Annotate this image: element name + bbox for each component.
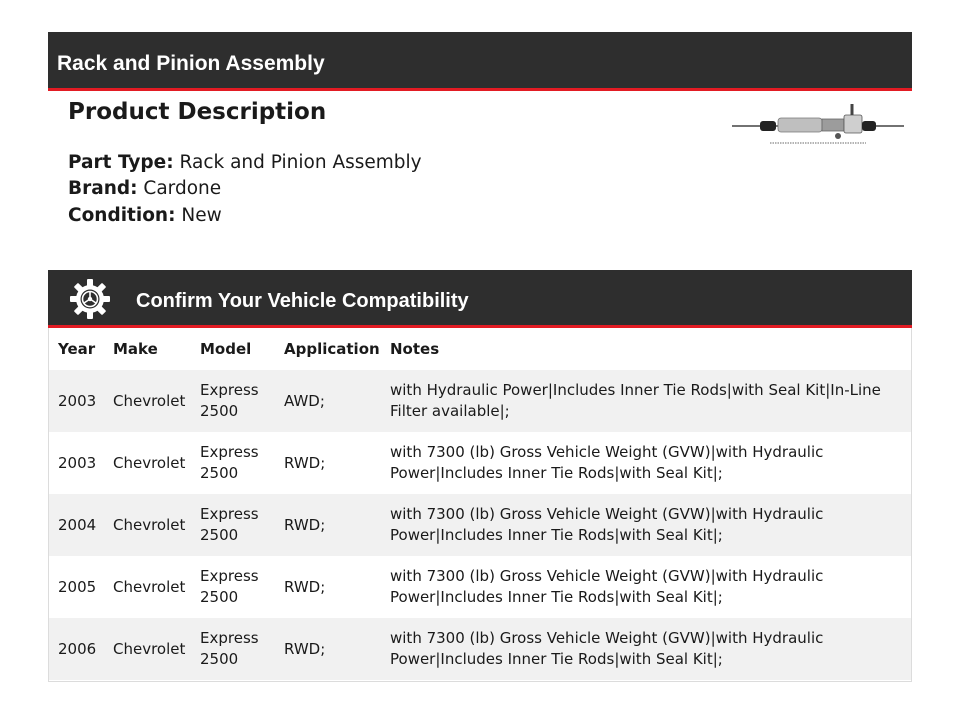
table-row: [49, 556, 911, 618]
column-header-make: Make: [113, 340, 158, 358]
spec-part-type: [68, 151, 422, 175]
column-header-application: Application: [284, 340, 380, 358]
cell-notes: with 7300 (lb) Gross Vehicle Weight (GVW)|with Hydraulic Power|Includes Inner Tie Rods|with Seal Kit|;: [390, 567, 824, 606]
compatibility-table-wrapper: [48, 328, 912, 682]
table-header-row: [49, 328, 911, 370]
spec-value: New: [181, 205, 222, 226]
rack-and-pinion-image: [730, 100, 906, 150]
compatibility-table: [49, 328, 911, 680]
cell-make: Chevrolet: [113, 577, 186, 596]
spec-brand: [68, 177, 221, 201]
cell-notes: with Hydraulic Power|Includes Inner Tie Rods|with Seal Kit|In-Line Filter available|;: [390, 381, 881, 420]
cell-model: Express 2500: [200, 443, 259, 482]
cell-make: Chevrolet: [113, 453, 186, 472]
cell-model: Express 2500: [200, 629, 259, 668]
column-header-notes: Notes: [390, 340, 440, 358]
cell-year: 2006: [58, 639, 97, 658]
cell-model: Express 2500: [200, 505, 259, 544]
spec-condition: [68, 204, 222, 228]
spec-value: Rack and Pinion Assembly: [179, 152, 422, 173]
cell-make: Chevrolet: [113, 391, 186, 410]
cell-application: RWD;: [284, 639, 326, 658]
compatibility-banner: [48, 270, 912, 328]
cell-application: RWD;: [284, 577, 326, 596]
table-row: [49, 494, 911, 556]
cell-year: 2005: [58, 577, 97, 596]
cell-notes: with 7300 (lb) Gross Vehicle Weight (GVW)|with Hydraulic Power|Includes Inner Tie Rods|with Seal Kit|;: [390, 443, 824, 482]
cell-notes: with 7300 (lb) Gross Vehicle Weight (GVW)|with Hydraulic Power|Includes Inner Tie Rods|with Seal Kit|;: [390, 505, 824, 544]
cell-make: Chevrolet: [113, 515, 186, 534]
gear-icon: [68, 277, 112, 321]
table-row: [49, 618, 911, 680]
spec-value: Cardone: [143, 178, 222, 199]
description-heading: Product Description: [68, 99, 327, 125]
spec-label: Brand:: [68, 178, 138, 199]
cell-make: Chevrolet: [113, 639, 186, 658]
product-title-banner: [48, 32, 912, 91]
cell-application: RWD;: [284, 515, 326, 534]
spec-label: Condition:: [68, 205, 176, 226]
cell-year: 2003: [58, 391, 97, 410]
cell-model: Express 2500: [200, 567, 259, 606]
cell-application: RWD;: [284, 453, 326, 472]
cell-model: Express 2500: [200, 381, 259, 420]
cell-year: 2003: [58, 453, 97, 472]
cell-year: 2004: [58, 515, 97, 534]
column-header-year: Year: [58, 340, 96, 358]
cell-application: AWD;: [284, 391, 325, 410]
column-header-model: Model: [200, 340, 252, 358]
table-row: [49, 432, 911, 494]
table-row: [49, 370, 911, 432]
spec-label: Part Type:: [68, 152, 174, 173]
compatibility-title: Confirm Your Vehicle Compatibility: [136, 290, 469, 312]
cell-notes: with 7300 (lb) Gross Vehicle Weight (GVW)|with Hydraulic Power|Includes Inner Tie Rods|with Seal Kit|;: [390, 629, 824, 668]
product-title: Rack and Pinion Assembly: [57, 52, 325, 75]
